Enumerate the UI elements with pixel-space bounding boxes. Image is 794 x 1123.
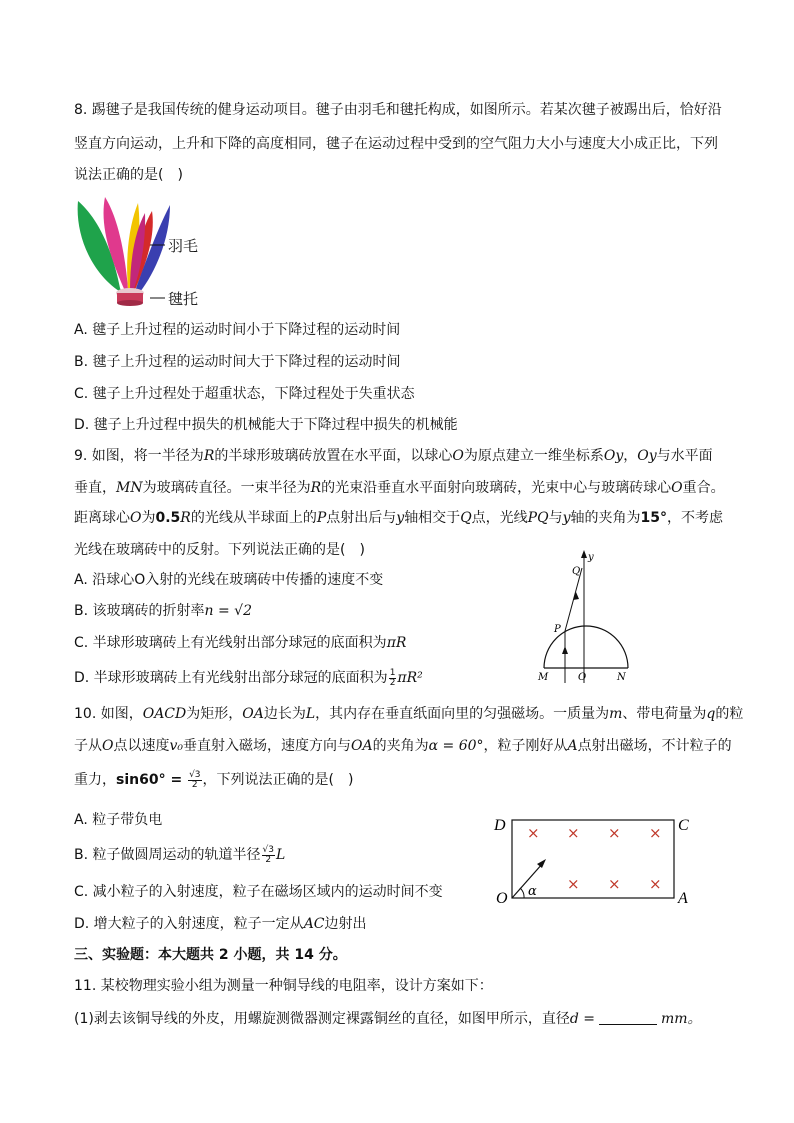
- base-label: 毽托: [168, 291, 199, 308]
- section-3-heading: 三、实验题：本大题共 2 小题，共 14 分。: [74, 947, 347, 963]
- q10-option-a: A. 粒子带负电: [74, 812, 163, 828]
- fig-label-q: Q: [572, 566, 581, 577]
- q10-stem-line-2: 子从O点以速度v₀垂直射入磁场，速度方向与OA的夹角为α = 60°，粒子刚好从A点射出磁场，不计粒子的: [74, 738, 732, 754]
- field-cross: ×: [527, 824, 540, 842]
- q9-option-d: D. 半球形玻璃砖上有光线射出部分球冠的底面积为 $\frac{1}{2}$ πR²: [74, 667, 423, 688]
- field-cross: ×: [608, 824, 621, 842]
- field-cross: ×: [567, 824, 580, 842]
- q11-stem: 11. 某校物理实验小组为测量一种铜导线的电阻率，设计方案如下：: [74, 978, 493, 994]
- q10-stem-line-1: 10. 如图，OACD为矩形，OA边长为L，其内存在垂直纸面向里的匀强磁场。一质量为m、带电荷量为q的粒: [74, 706, 744, 722]
- q11-part-1: (1)剥去该铜导线的外皮，用螺旋测微器测定裸露铜丝的直径，如图甲所示，直径d = mm。: [74, 1011, 702, 1027]
- fig-label-o: O: [578, 672, 587, 683]
- q9-option-a: A. 沿球心O入射的光线在玻璃砖中传播的速度不变: [74, 572, 384, 588]
- q8-option-b: B. 毽子上升过程的运动时间大于下降过程的运动时间: [74, 354, 401, 370]
- q9-stem-line-3: 距离球心O为0.5R的光线从半球面上的P点射出后与y轴相交于Q点，光线PQ与y轴的夹角为15°，不考虑: [74, 510, 723, 526]
- fig-label-a: A: [678, 890, 688, 907]
- fig-label-d: D: [494, 817, 506, 834]
- q8-stem-line-3: 说法正确的是( ): [74, 167, 183, 183]
- q8-stem-line-1: 8. 踢毽子是我国传统的健身运动项目。毽子由羽毛和毽托构成，如图所示。若某次毽子被踢出后，恰好沿: [74, 102, 722, 118]
- shuttlecock-figure: [70, 193, 220, 318]
- fig-label-o: O: [496, 890, 508, 907]
- q8-option-a: A. 毽子上升过程的运动时间小于下降过程的运动时间: [74, 322, 401, 338]
- feather-label: 羽毛: [168, 238, 199, 255]
- hemisphere-figure: [530, 548, 640, 690]
- field-cross: ×: [649, 824, 662, 842]
- fig-label-alpha: α: [528, 884, 537, 899]
- fig-label-c: C: [678, 817, 689, 834]
- q8-option-c: C. 毽子上升过程处于超重状态，下降过程处于失重状态: [74, 386, 415, 402]
- fig-label-m: M: [538, 672, 549, 683]
- q9-option-c: C. 半球形玻璃砖上有光线射出部分球冠的底面积为πR: [74, 635, 407, 651]
- q8-option-d: D. 毽子上升过程中损失的机械能大于下降过程中损失的机械能: [74, 417, 458, 433]
- answer-blank[interactable]: [599, 1010, 657, 1025]
- field-cross: ×: [567, 875, 580, 893]
- q9-stem-line-2: 垂直，MN为玻璃砖直径。一束半径为R的光束沿垂直水平面射向玻璃砖，光束中心与玻璃砖球心O重合。: [74, 480, 725, 496]
- q9-option-b: B. 该玻璃砖的折射率n = √2: [74, 603, 252, 619]
- q10-option-d: D. 增大粒子的入射速度，粒子一定从AC边射出: [74, 916, 367, 932]
- q9-stem-line-4: 光线在玻璃砖中的反射。下列说法正确的是( ): [74, 542, 365, 558]
- magnetic-field-figure: [490, 808, 700, 908]
- q10-stem-line-3: 重力，sin60° = $\frac{√3}{2}$ ，下列说法正确的是( ): [74, 769, 354, 790]
- fig-label-y: y: [588, 552, 594, 563]
- fig-label-p: P: [554, 624, 561, 635]
- q9-stem-line-1: 9. 如图，将一半径为R的半球形玻璃砖放置在水平面，以球心O为原点建立一维坐标系Oy，Oy与水平面: [74, 448, 713, 464]
- q10-option-c: C. 减小粒子的入射速度，粒子在磁场区域内的运动时间不变: [74, 884, 443, 900]
- field-cross: ×: [649, 875, 662, 893]
- q10-option-b: B. 粒子做圆周运动的轨道半径 $\frac{√3}{2}$ L: [74, 844, 286, 865]
- fig-label-n: N: [617, 672, 626, 683]
- q8-stem-line-2: 竖直方向运动，上升和下降的高度相同，毽子在运动过程中受到的空气阻力大小与速度大小成正比，下列: [74, 136, 718, 152]
- field-cross: ×: [608, 875, 621, 893]
